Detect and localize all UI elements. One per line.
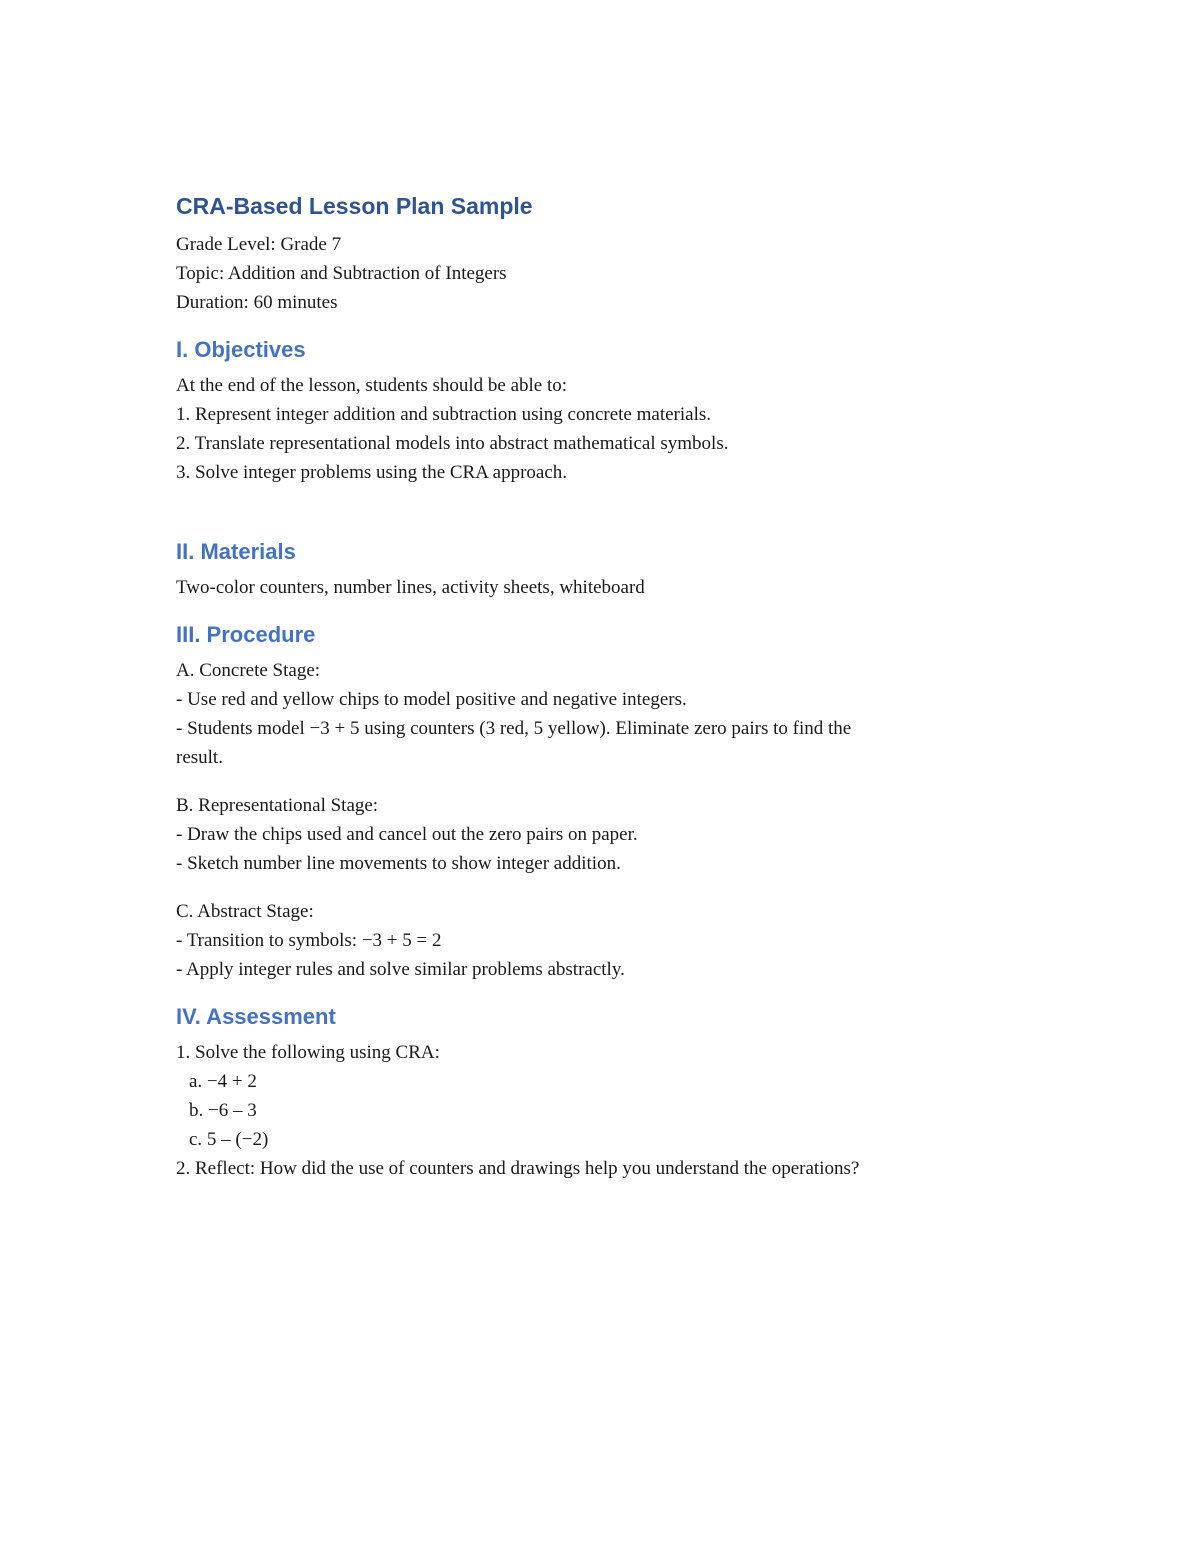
topic: Topic: Addition and Subtraction of Integers	[176, 263, 507, 284]
abstract-stage-item: - Apply integer rules and solve similar problems abstractly.	[176, 959, 625, 980]
assessment-sub-item: a. −4 + 2	[189, 1071, 257, 1092]
assessment-sub-item: b. −6 – 3	[189, 1100, 257, 1121]
abstract-stage-item: - Transition to symbols: −3 + 5 = 2	[176, 930, 442, 951]
concrete-stage-label: A. Concrete Stage:	[176, 660, 321, 681]
document-title: CRA-Based Lesson Plan Sample	[176, 193, 533, 219]
objectives-heading: I. Objectives	[176, 337, 306, 362]
concrete-stage-item: - Use red and yellow chips to model positive and negative integers.	[176, 689, 687, 710]
representational-stage-item: - Draw the chips used and cancel out the zero pairs on paper.	[176, 824, 638, 845]
document-page	[176, 190, 1056, 1183]
representational-stage-label: B. Representational Stage:	[176, 795, 379, 816]
procedure-heading: III. Procedure	[176, 622, 316, 647]
objective-item: 3. Solve integer problems using the CRA approach.	[176, 462, 568, 483]
objective-item: 2. Translate representational models into abstract mathematical symbols.	[176, 433, 729, 454]
materials-heading: II. Materials	[176, 539, 296, 564]
assessment-question-1: 1. Solve the following using CRA:	[176, 1042, 440, 1063]
representational-stage-item: - Sketch number line movements to show integer addition.	[176, 853, 621, 874]
assessment-heading: IV. Assessment	[176, 1004, 336, 1029]
assessment-question-2: 2. Reflect: How did the use of counters and drawings help you understand the operations?	[176, 1158, 860, 1179]
objectives-intro: At the end of the lesson, students should be able to:	[176, 375, 568, 396]
grade-level: Grade Level: Grade 7	[176, 234, 342, 255]
materials-text: Two-color counters, number lines, activity sheets, whiteboard	[176, 577, 645, 598]
concrete-stage-item: - Students model −3 + 5 using counters (3 red, 5 yellow). Eliminate zero pairs to find the	[176, 718, 852, 739]
assessment-sub-item: c. 5 – (−2)	[189, 1129, 269, 1150]
duration: Duration: 60 minutes	[176, 292, 338, 313]
abstract-stage-label: C. Abstract Stage:	[176, 901, 314, 922]
concrete-stage-item: result.	[176, 747, 223, 768]
objective-item: 1. Represent integer addition and subtraction using concrete materials.	[176, 404, 711, 425]
